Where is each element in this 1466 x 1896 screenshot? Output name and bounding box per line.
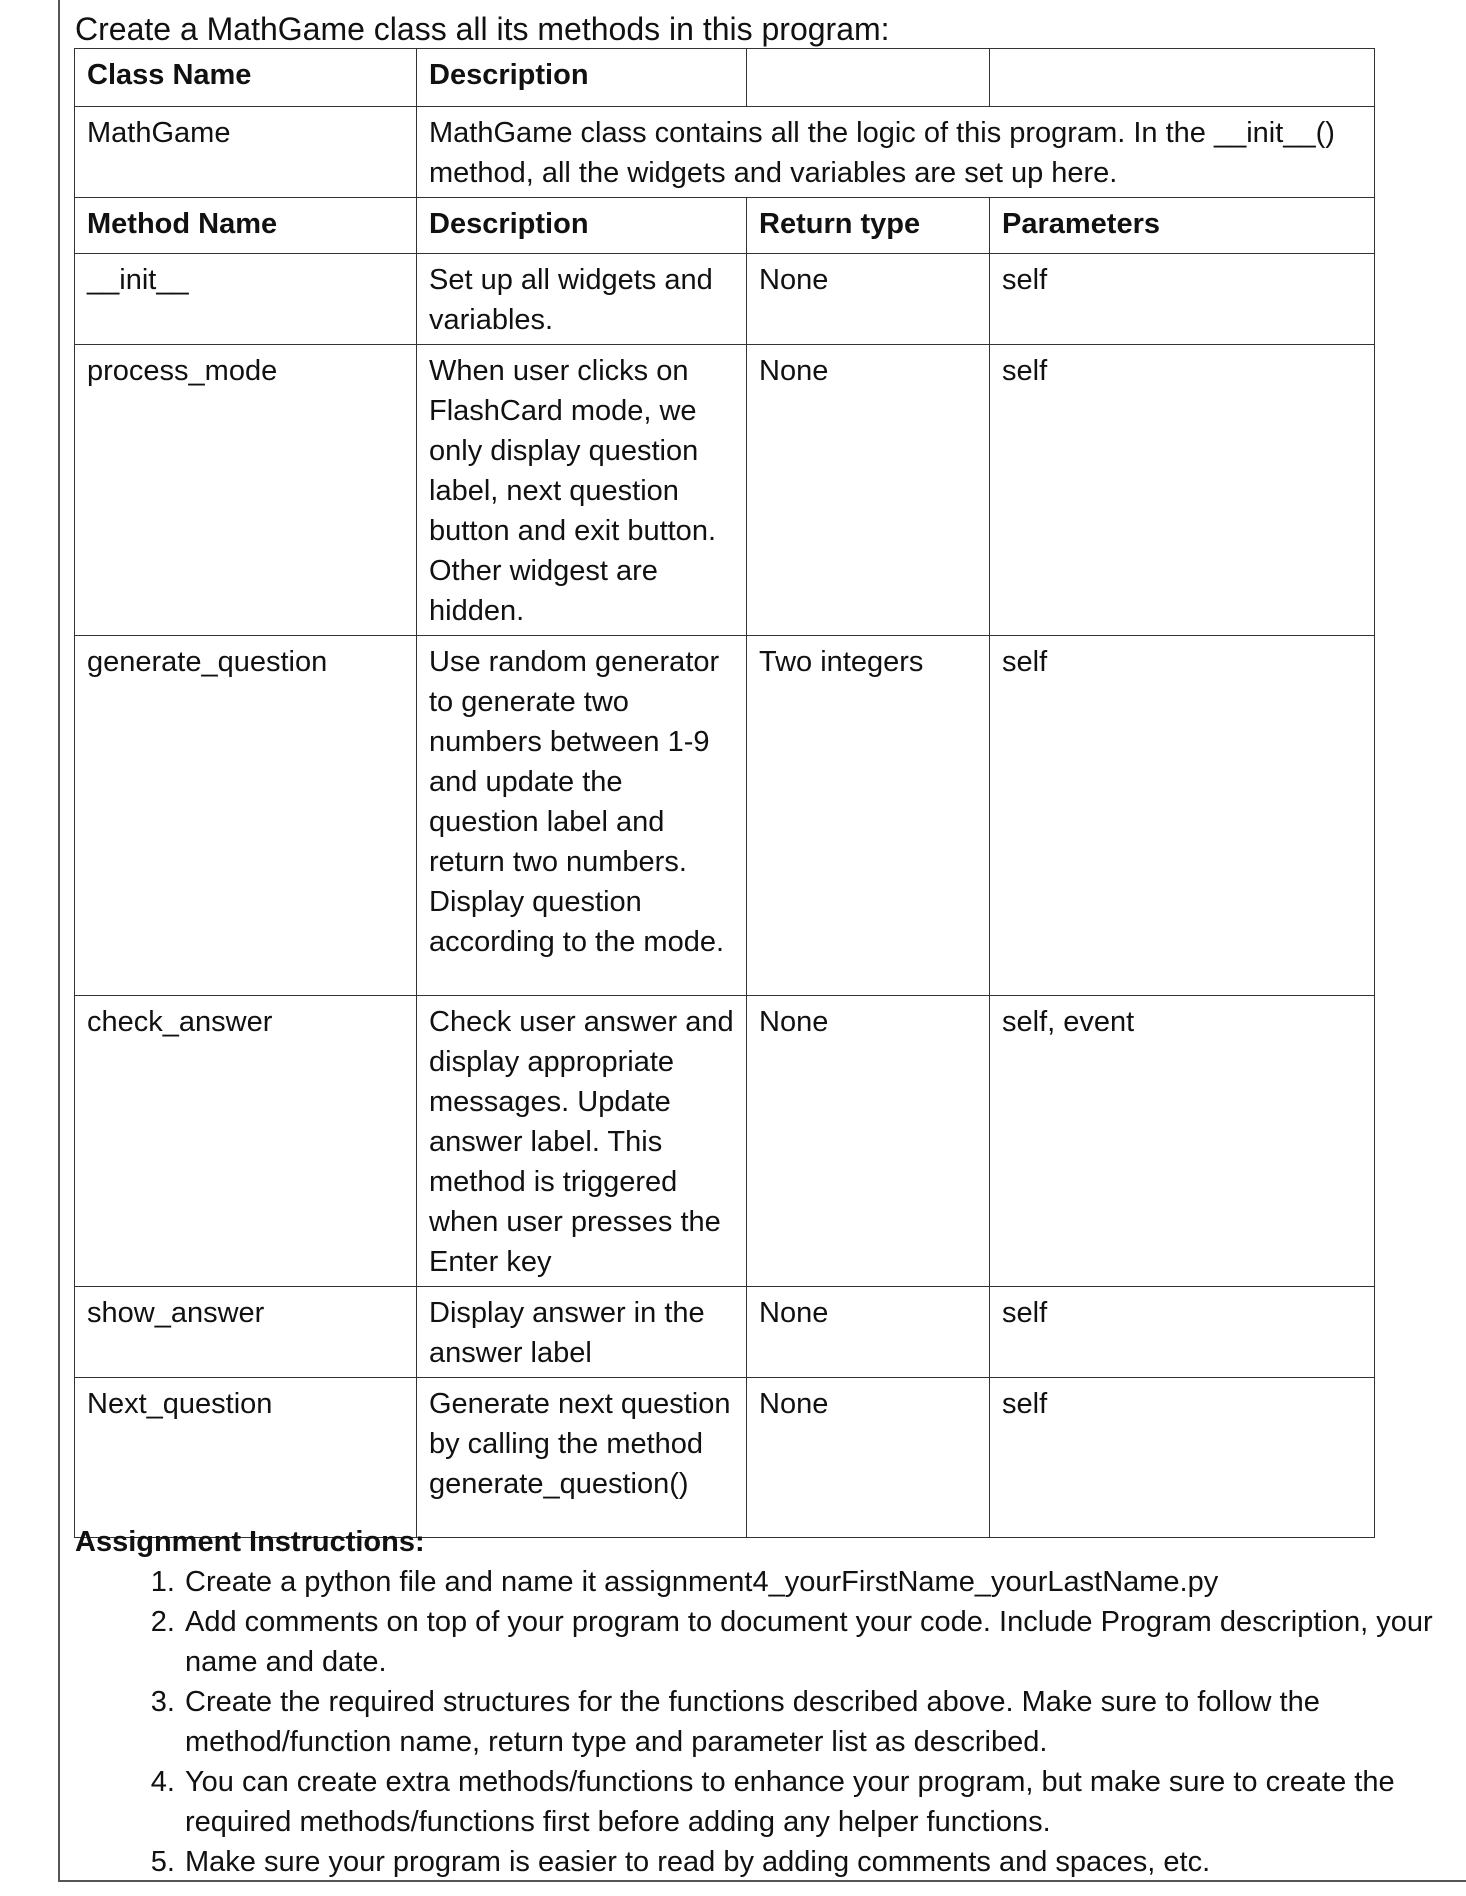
method-return-type: None xyxy=(747,1378,990,1538)
method-description: Display answer in the answer label xyxy=(417,1287,747,1378)
method-name: __init__ xyxy=(75,254,417,345)
method-name: generate_question xyxy=(75,636,417,996)
instruction-item: 3. Create the required structures for the functions described above. Make sure to follow the method/function name, return type and parameter list as described. xyxy=(183,1682,1455,1762)
method-name: Next_question xyxy=(75,1378,417,1538)
method-return-type: None xyxy=(747,996,990,1287)
assignment-instructions xyxy=(75,1522,1455,1882)
method-row xyxy=(75,1378,1375,1538)
method-return-type: None xyxy=(747,1287,990,1378)
method-row xyxy=(75,254,1375,345)
class-name-header: Class Name xyxy=(75,49,417,107)
instructions-list xyxy=(75,1562,1455,1882)
method-parameters: self xyxy=(990,636,1375,996)
method-parameters: self xyxy=(990,1378,1375,1538)
method-description-header: Description xyxy=(417,198,747,254)
instruction-item: 2. Add comments on top of your program to document your code. Include Program description, your name and date. xyxy=(183,1602,1455,1682)
method-name: check_answer xyxy=(75,996,417,1287)
method-description: When user clicks on FlashCard mode, we only display question label, next question button and exit button. Other widgest are hidden. xyxy=(417,345,747,636)
class-spec-table xyxy=(74,48,1375,1538)
method-header-row xyxy=(75,198,1375,254)
method-description: Use random generator to generate two numbers between 1-9 and update the question label and return two numbers. Display question according to the mode. xyxy=(417,636,747,996)
method-name: process_mode xyxy=(75,345,417,636)
method-row xyxy=(75,996,1375,1287)
class-header-empty-cell xyxy=(747,49,990,107)
method-parameters: self xyxy=(990,254,1375,345)
method-row xyxy=(75,636,1375,996)
page-heading: Create a MathGame class all its methods in this program: xyxy=(75,11,890,47)
method-parameters: self, event xyxy=(990,996,1375,1287)
class-description: MathGame class contains all the logic of this program. In the __init__() method, all the widgets and variables are set up here. xyxy=(417,107,1375,198)
method-parameters: self xyxy=(990,345,1375,636)
method-row xyxy=(75,345,1375,636)
class-name: MathGame xyxy=(75,107,417,198)
instruction-item: 1. Create a python file and name it assignment4_yourFirstName_yourLastName.py xyxy=(183,1562,1455,1602)
class-description-header: Description xyxy=(417,49,747,107)
method-description: Generate next question by calling the method generate_question() xyxy=(417,1378,747,1538)
method-description: Set up all widgets and variables. xyxy=(417,254,747,345)
return-type-header: Return type xyxy=(747,198,990,254)
method-name: show_answer xyxy=(75,1287,417,1378)
class-header-empty-cell xyxy=(990,49,1375,107)
parameters-header: Parameters xyxy=(990,198,1375,254)
class-row xyxy=(75,107,1375,198)
method-row xyxy=(75,1287,1375,1378)
method-return-type: Two integers xyxy=(747,636,990,996)
instruction-item: 5. Make sure your program is easier to read by adding comments and spaces, etc. xyxy=(183,1842,1455,1882)
class-header-row xyxy=(75,49,1375,107)
method-return-type: None xyxy=(747,254,990,345)
instructions-title: Assignment Instructions: xyxy=(75,1526,425,1558)
method-parameters: self xyxy=(990,1287,1375,1378)
method-return-type: None xyxy=(747,345,990,636)
instruction-item: 4. You can create extra methods/functions to enhance your program, but make sure to create the required methods/functions first before adding any helper functions. xyxy=(183,1762,1455,1842)
method-name-header: Method Name xyxy=(75,198,417,254)
method-description: Check user answer and display appropriate messages. Update answer label. This method is triggered when user presses the Enter key xyxy=(417,996,747,1287)
